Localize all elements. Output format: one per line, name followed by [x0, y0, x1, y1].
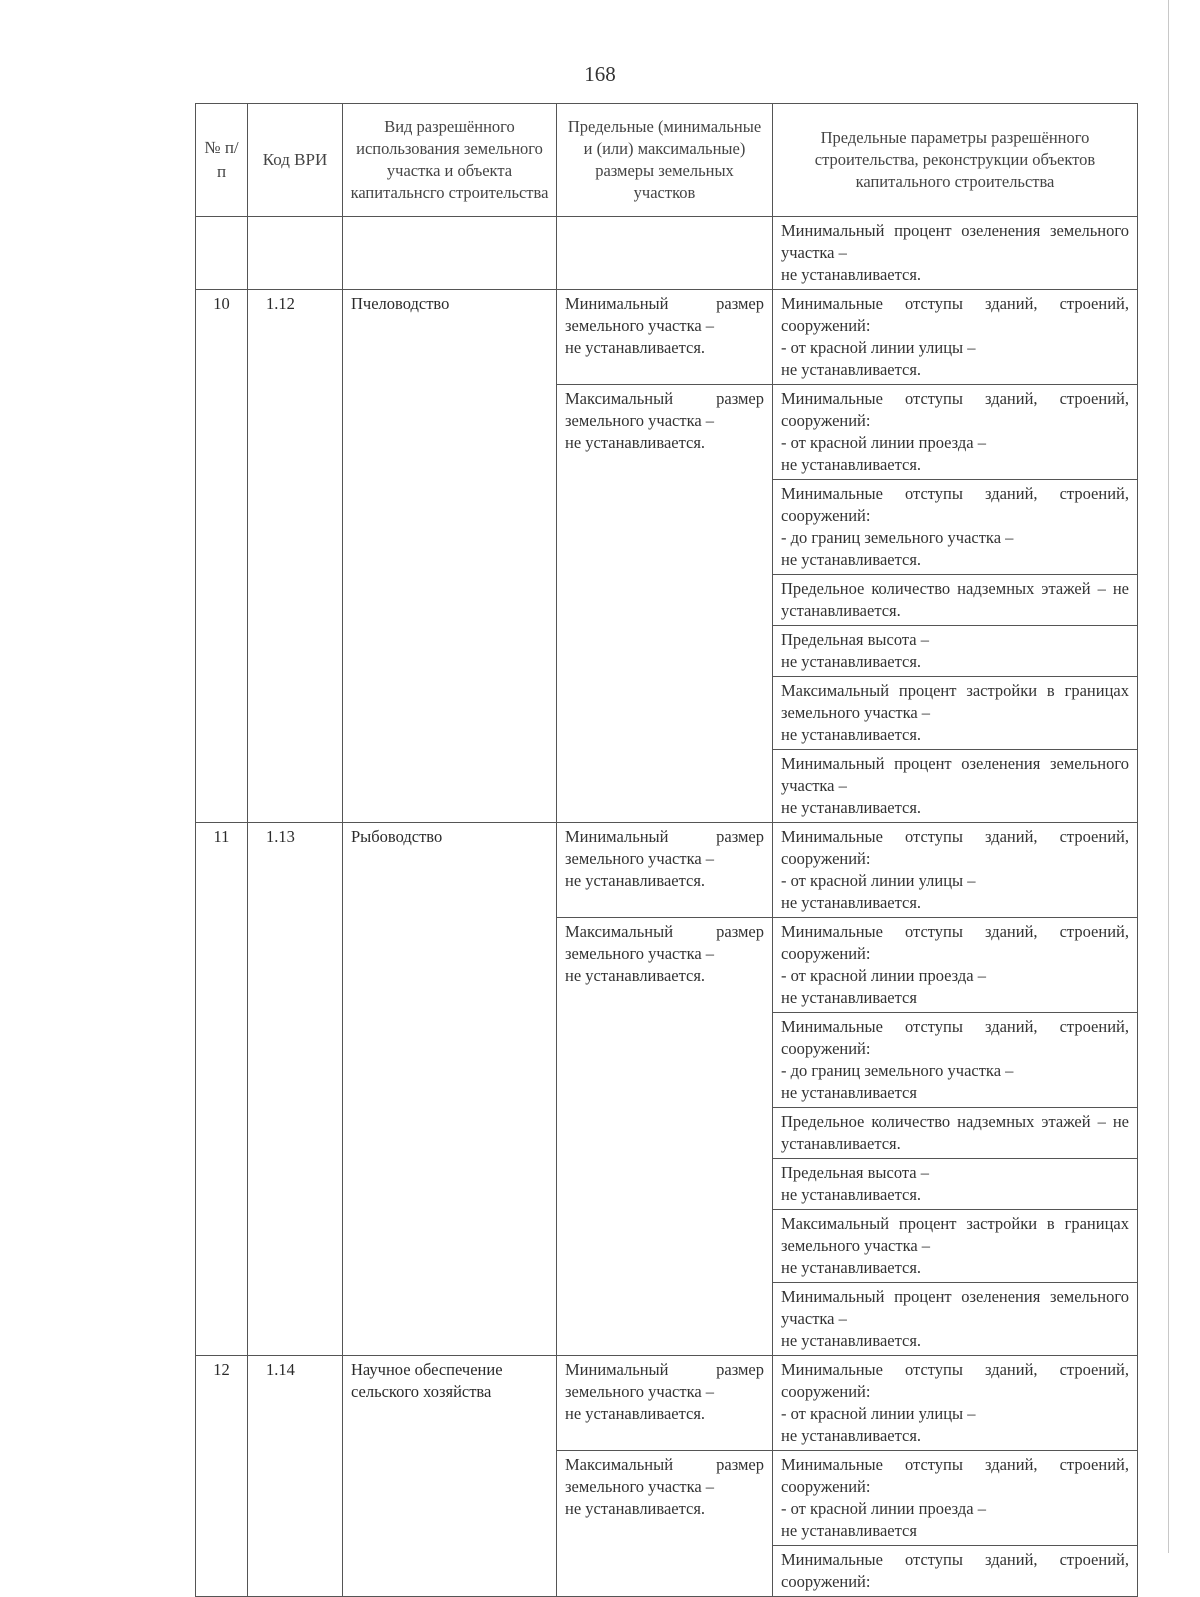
param-text: Минимальные отступы зданий, строений, сооружений:	[781, 294, 1129, 335]
param-cell	[773, 823, 1138, 918]
size-value: не устанавливается.	[565, 1404, 706, 1423]
min-size-cell	[557, 1356, 773, 1451]
header-code: Код ВРИ	[248, 104, 343, 217]
param-subtext: - от красной линии улицы –	[781, 871, 976, 890]
row-use-type: Научное обеспечение сельского хозяйства	[343, 1356, 557, 1597]
param-cell	[773, 1159, 1138, 1210]
param-text: Максимальный процент застройки в границах земельного участка –	[781, 681, 1129, 722]
param-text: Минимальные отступы зданий, строений, сооружений:	[781, 484, 1129, 525]
param-subtext: - от красной линии улицы –	[781, 338, 976, 357]
param-subtext: - до границ земельного участка –	[781, 528, 1014, 547]
size-text: Максимальный размер земельного участка –	[565, 922, 764, 963]
size-value: не устанавливается.	[565, 1499, 706, 1518]
param-subtext: - от красной линии улицы –	[781, 1404, 976, 1423]
param-text: Минимальный процент озеленения земельного участка –	[781, 754, 1129, 795]
row-use-type: Пчеловодство	[343, 290, 557, 823]
cont-cell	[196, 217, 248, 290]
scan-edge-line	[1168, 0, 1169, 1553]
param-text: Минимальный процент озеленения земельного участка –	[781, 221, 1129, 262]
param-value: не устанавливается.	[781, 1258, 922, 1277]
param-value: не устанавливается.	[781, 265, 922, 284]
param-text: Предельная высота –	[781, 630, 929, 649]
param-cell	[773, 1013, 1138, 1108]
param-cell	[773, 626, 1138, 677]
row-code: 1.14	[248, 1356, 343, 1597]
row-code: 1.12	[248, 290, 343, 823]
row-code: 1.13	[248, 823, 343, 1356]
param-cell	[773, 1546, 1138, 1597]
max-size-cell	[557, 918, 773, 1356]
param-cell	[773, 1283, 1138, 1356]
param-value: не устанавливается	[781, 1521, 917, 1540]
max-size-cell	[557, 1451, 773, 1597]
param-cell	[773, 1210, 1138, 1283]
size-value: не устанавливается.	[565, 966, 706, 985]
param-value: не устанавливается.	[781, 893, 922, 912]
page-number: 168	[584, 62, 616, 86]
param-cell	[773, 385, 1138, 480]
param-text: Минимальные отступы зданий, строений, сооружений:	[781, 1360, 1129, 1401]
param-text: Предельная высота –	[781, 1163, 929, 1182]
param-value: не устанавливается	[781, 988, 917, 1007]
header-plot-sizes: Предельные (минимальные и (или) максимальные) размеры земельных участков	[557, 104, 773, 217]
row-use-type: Рыбоводство	[343, 823, 557, 1356]
param-subtext: - от красной линии проезда –	[781, 1499, 986, 1518]
param-subtext: - от красной линии проезда –	[781, 433, 986, 452]
param-value: не устанавливается.	[781, 550, 922, 569]
row-number: 10	[196, 290, 248, 823]
param-text: Минимальные отступы зданий, строений, сооружений:	[781, 1017, 1129, 1058]
size-value: не устанавливается.	[565, 433, 706, 452]
cont-cell	[248, 217, 343, 290]
size-text: Максимальный размер земельного участка –	[565, 389, 764, 430]
param-text: Предельное количество надземных этажей – не устанавливается.	[781, 1112, 1129, 1153]
size-text: Минимальный размер земельного участка –	[565, 294, 764, 335]
table-row	[196, 290, 1138, 385]
header-parameters: Предельные параметры разрешённого строительства, реконструкции объектов капитального строительства	[773, 104, 1138, 217]
min-size-cell	[557, 290, 773, 385]
table-row	[196, 217, 1138, 290]
param-text: Минимальные отступы зданий, строений, сооружений:	[781, 389, 1129, 430]
header-use-type: Вид разрешённого использования земельного участка и объекта капитальнсго строительства	[343, 104, 557, 217]
param-value: не устанавливается.	[781, 1185, 922, 1204]
header-number: № п/п	[196, 104, 248, 217]
param-cell	[773, 217, 1138, 290]
param-text: Минимальные отступы зданий, строений, сооружений:	[781, 922, 1129, 963]
cont-cell	[343, 217, 557, 290]
size-value: не устанавливается.	[565, 871, 706, 890]
param-value: не устанавливается.	[781, 1331, 922, 1350]
row-number: 12	[196, 1356, 248, 1597]
table-header-row	[196, 104, 1138, 217]
min-size-cell	[557, 823, 773, 918]
param-subtext: - от красной линии проезда –	[781, 966, 986, 985]
size-text: Минимальный размер земельного участка –	[565, 1360, 764, 1401]
regulations-table	[195, 103, 1138, 1597]
param-value: не устанавливается.	[781, 652, 922, 671]
param-text: Минимальные отступы зданий, строений, сооружений:	[781, 1455, 1129, 1496]
param-value: не устанавливается.	[781, 360, 922, 379]
param-text: Минимальные отступы зданий, строений, сооружений:	[781, 827, 1129, 868]
param-value: не устанавливается	[781, 1083, 917, 1102]
param-text: Максимальный процент застройки в границах земельного участка –	[781, 1214, 1129, 1255]
cont-cell	[557, 217, 773, 290]
param-cell	[773, 575, 1138, 626]
param-cell	[773, 1356, 1138, 1451]
param-cell	[773, 750, 1138, 823]
param-text: Предельное количество надземных этажей – не устанавливается.	[781, 579, 1129, 620]
param-cell	[773, 1451, 1138, 1546]
size-text: Максимальный размер земельного участка –	[565, 1455, 764, 1496]
param-cell	[773, 1108, 1138, 1159]
param-cell	[773, 480, 1138, 575]
row-number: 11	[196, 823, 248, 1356]
param-value: не устанавливается.	[781, 1426, 922, 1445]
param-value: не устанавливается.	[781, 725, 922, 744]
size-value: не устанавливается.	[565, 338, 706, 357]
param-subtext: - до границ земельного участка –	[781, 1061, 1014, 1080]
table-row	[196, 1356, 1138, 1451]
table-row	[196, 823, 1138, 918]
param-cell	[773, 677, 1138, 750]
param-text: Минимальный процент озеленения земельного участка –	[781, 1287, 1129, 1328]
param-value: не устанавливается.	[781, 798, 922, 817]
param-value: не устанавливается.	[781, 455, 922, 474]
size-text: Минимальный размер земельного участка –	[565, 827, 764, 868]
param-cell	[773, 290, 1138, 385]
param-cell	[773, 918, 1138, 1013]
param-text: Минимальные отступы зданий, строений, сооружений:	[781, 1550, 1129, 1591]
max-size-cell	[557, 385, 773, 823]
